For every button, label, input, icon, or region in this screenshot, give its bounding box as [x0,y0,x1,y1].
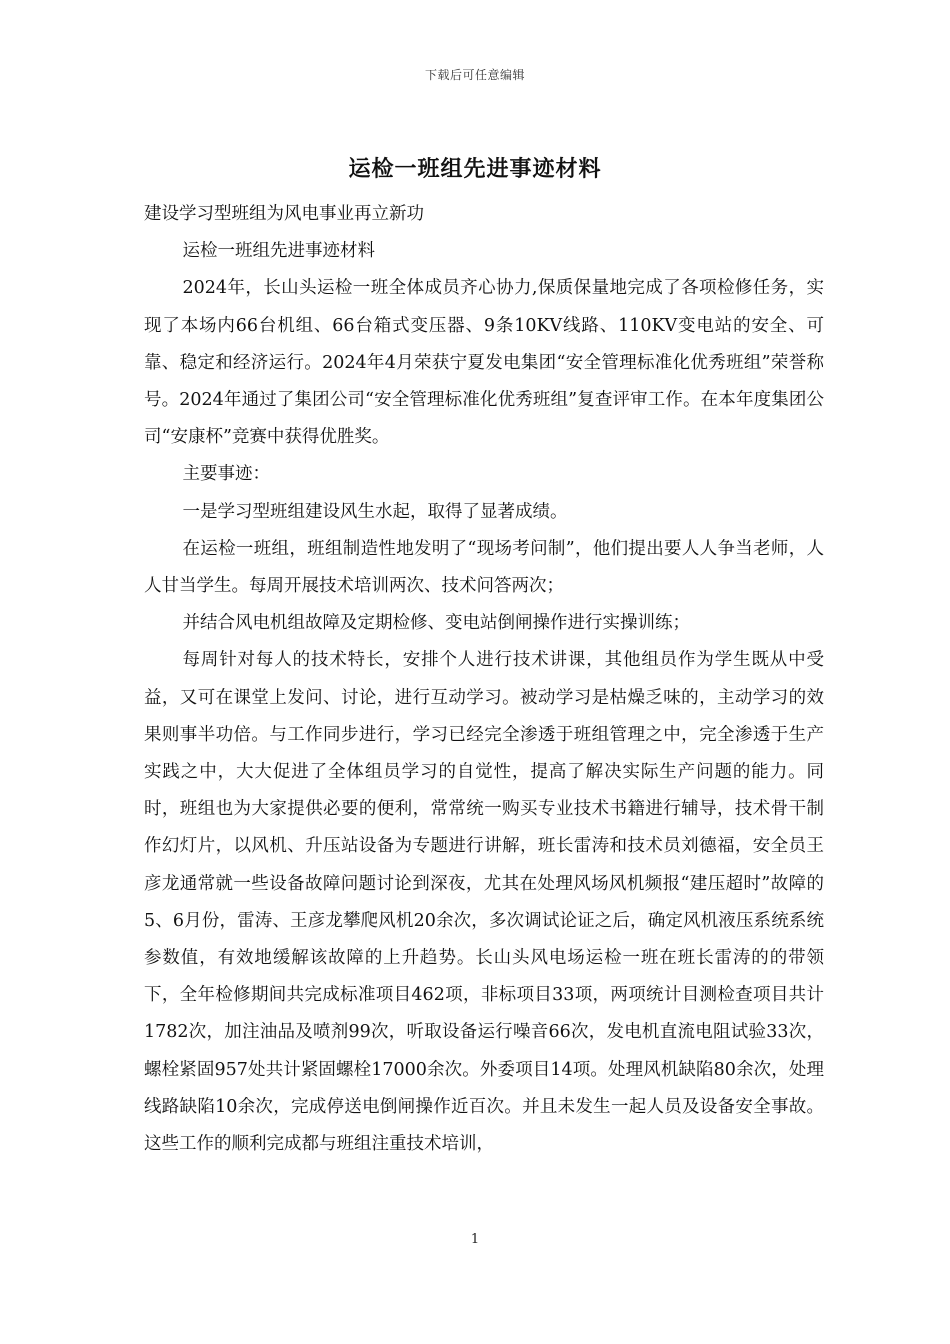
paragraph: 2024年，长山头运检一班全体成员齐心协力,保质保量地完成了各项检修任务，实现了本场内66台机组、66台箱式变压器、9条10KV线路、110KV变电站的安全、可靠、稳定和经济运行。2024年4月荣获宁夏发电集团“安全管理标准化优秀班组”荣誉称号。2024年通过了集团公司“安全管理标准化优秀班组”复查评审工作。在本年度集团公司“安康杯”竞赛中获得优胜奖。 [144,278,824,448]
header-note: 下载后可任意编辑 [424,68,525,82]
document-body [144,196,824,1163]
paragraph: 并结合风电机组故障及定期检修、变电站倒闸操作进行实操训练； [182,613,690,634]
paragraph: 主要事迹： [182,464,270,485]
paragraph: 在运检一班组，班组制造性地发明了“现场考问制”，他们提出要人人争当老师，人人甘当学生。每周开展技术培训两次、技术问答两次； [144,538,824,597]
paragraph: 每周针对每人的技术特长，安排个人进行技术讲课，其他组员作为学生既从中受益，又可在课堂上发问、讨论，进行互动学习。被动学习是枯燥乏味的，主动学习的效果则事半功倍。与工作同步进行，学习已经完全渗透于班组管理之中，完全渗透于生产实践之中，大大促进了全体组员学习的自觉性，提高了解决实际生产问题的能力。同时，班组也为大家提供必要的便利，常常统一购买专业技术书籍进行辅导，技术骨干制作幻灯片，以风机、升压站设备为专题进行讲解，班长雷涛和技术员刘德福，安全员王彦龙通常就一些设备故障问题讨论到深夜，尤其在处理风场风机频报“建压超时”故障的5、6月份，雷涛、王彦龙攀爬风机20余次，多次调试论证之后，确定风机液压系统系统参数值，有效地缓解该故障的上升趋势。长山头风电场运检一班在班长雷涛的的带领下，全年检修期间共完成标准项目462项，非标项目33项，两项统计目测检查项目共计1782次，加注油品及喷剂99次，听取设备运行噪音66次，发电机直流电阻试验33次，螺栓紧固957处共计紧固螺栓17000余次。外委项目14项。处理风机缺陷80余次，处理线路缺陷10余次，完成停送电倒闸操作近百次。并且未发生一起人员及设备安全事故。这些工作的顺利完成都与班组注重技术培训， [144,650,824,1155]
document-subtitle: 建设学习型班组为风电事业再立新功 [144,204,424,224]
page-number: 1 [470,1232,480,1247]
document-title: 运检一班组先进事迹材料 [348,156,602,182]
paragraph: 运检一班组先进事迹材料 [182,241,375,262]
paragraph: 一是学习型班组建设风生水起，取得了显著成绩。 [182,501,568,522]
